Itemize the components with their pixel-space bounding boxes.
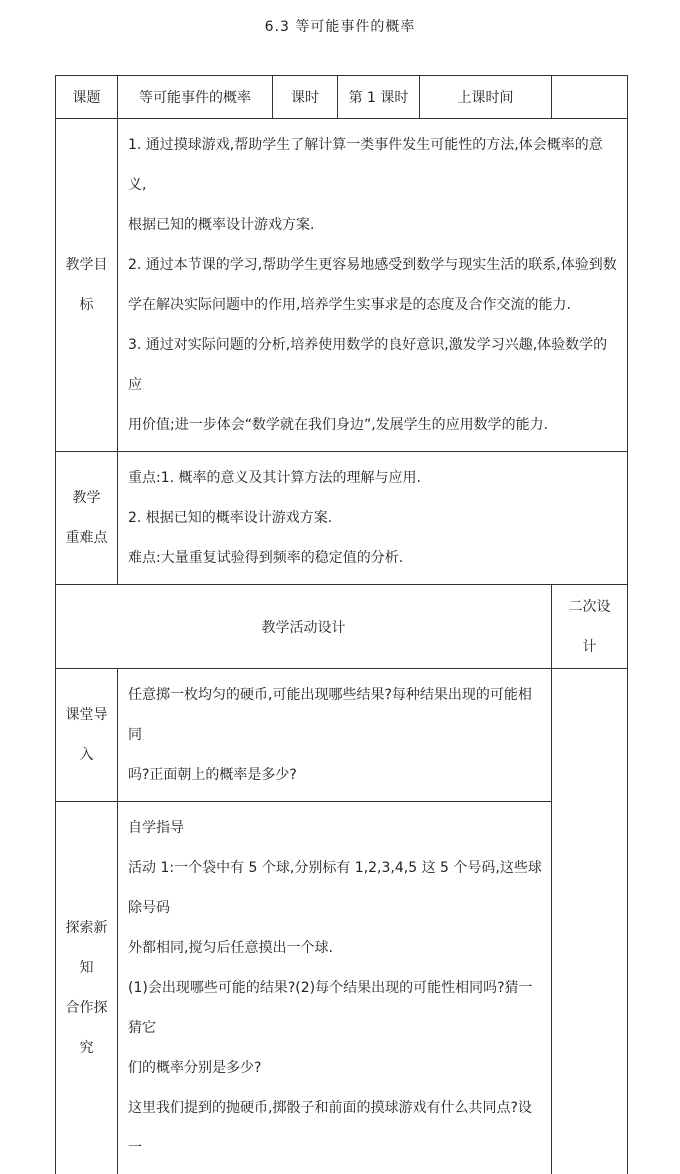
explore-line: 外都相同,搅匀后任意摸出一个球.: [128, 928, 543, 968]
goal-line: 学在解决实际问题中的作用,培养学生实事求是的态度及合作交流的能力.: [128, 285, 619, 325]
goal-line: 根据已知的概率设计游戏方案.: [128, 205, 619, 245]
goal-line: 1. 通过摸球游戏,帮助学生了解计算一类事件发生可能性的方法,体会概率的意义,: [128, 125, 619, 205]
goal-line: 3. 通过对实际问题的分析,培养使用数学的良好意识,激发学习兴趣,体验数学的应: [128, 325, 619, 405]
topic-value: 等可能事件的概率: [118, 76, 273, 119]
explore-label-line4: 究: [56, 1028, 117, 1068]
explore-line: 们的概率分别是多少?: [128, 1048, 543, 1088]
intro-line: 吗?正面朝上的概率是多少?: [128, 755, 543, 795]
intro-label: [56, 669, 118, 802]
intro-label-line2: 入: [56, 735, 117, 775]
explore-row: [56, 802, 628, 1174]
class-time-label: 上课时间: [420, 76, 552, 119]
goals-label: [56, 119, 118, 452]
goals-content: [118, 119, 628, 452]
goal-line: 用价值;进一步体会“数学就在我们身边”,发展学生的应用数学的能力.: [128, 405, 619, 445]
goal-line: 2. 通过本节课的学习,帮助学生更容易地感受到数学与现实生活的联系,体验到数: [128, 245, 619, 285]
explore-content: [118, 802, 552, 1174]
explore-line: 活动 1:一个袋中有 5 个球,分别标有 1,2,3,4,5 这 5 个号码,这些球除号码: [128, 848, 543, 928]
design-side-line1: 二次设: [552, 587, 627, 627]
document-title: 6.3 等可能事件的概率: [0, 16, 680, 36]
explore-label: [56, 802, 118, 1174]
explore-label-line2: 知: [56, 948, 117, 988]
explore-label-line3: 合作探: [56, 988, 117, 1028]
design-side-line2: 计: [552, 627, 627, 667]
key-points-label-line2: 重难点: [56, 518, 117, 558]
intro-content: [118, 669, 552, 802]
intro-row: [56, 669, 628, 802]
lesson-plan-table: [55, 75, 628, 1174]
explore-line: (1)会出现哪些可能的结果?(2)每个结果出现的可能性相同吗?猜一猜它: [128, 968, 543, 1048]
key-points-content: [118, 452, 628, 585]
explore-label-line1: 探索新: [56, 908, 117, 948]
design-main-label: 教学活动设计: [56, 585, 552, 669]
key-points-label-line1: 教学: [56, 478, 117, 518]
header-row: [56, 76, 628, 119]
design-side-label: [552, 585, 628, 669]
key-point-line: 2. 根据已知的概率设计游戏方案.: [128, 498, 619, 538]
intro-label-line1: 课堂导: [56, 695, 117, 735]
period-label: 课时: [273, 76, 338, 119]
intro-line: 任意掷一枚均匀的硬币,可能出现哪些结果?每种结果出现的可能相同: [128, 675, 543, 755]
goals-row: [56, 119, 628, 452]
goals-label-line1: 教学目: [56, 245, 117, 285]
key-points-label: [56, 452, 118, 585]
explore-line: 自学指导: [128, 808, 543, 848]
key-point-line: 难点:大量重复试验得到频率的稳定值的分析.: [128, 538, 619, 578]
design-row: [56, 585, 628, 669]
topic-label: 课题: [56, 76, 118, 119]
explore-line: 这里我们提到的抛硬币,掷骰子和前面的摸球游戏有什么共同点?设一: [128, 1088, 543, 1168]
key-point-line: 重点:1. 概率的意义及其计算方法的理解与应用.: [128, 458, 619, 498]
period-value: 第 1 课时: [338, 76, 420, 119]
key-points-row: [56, 452, 628, 585]
class-time-value: [552, 76, 628, 119]
goals-label-line2: 标: [56, 285, 117, 325]
second-design-notes: [552, 669, 628, 1174]
